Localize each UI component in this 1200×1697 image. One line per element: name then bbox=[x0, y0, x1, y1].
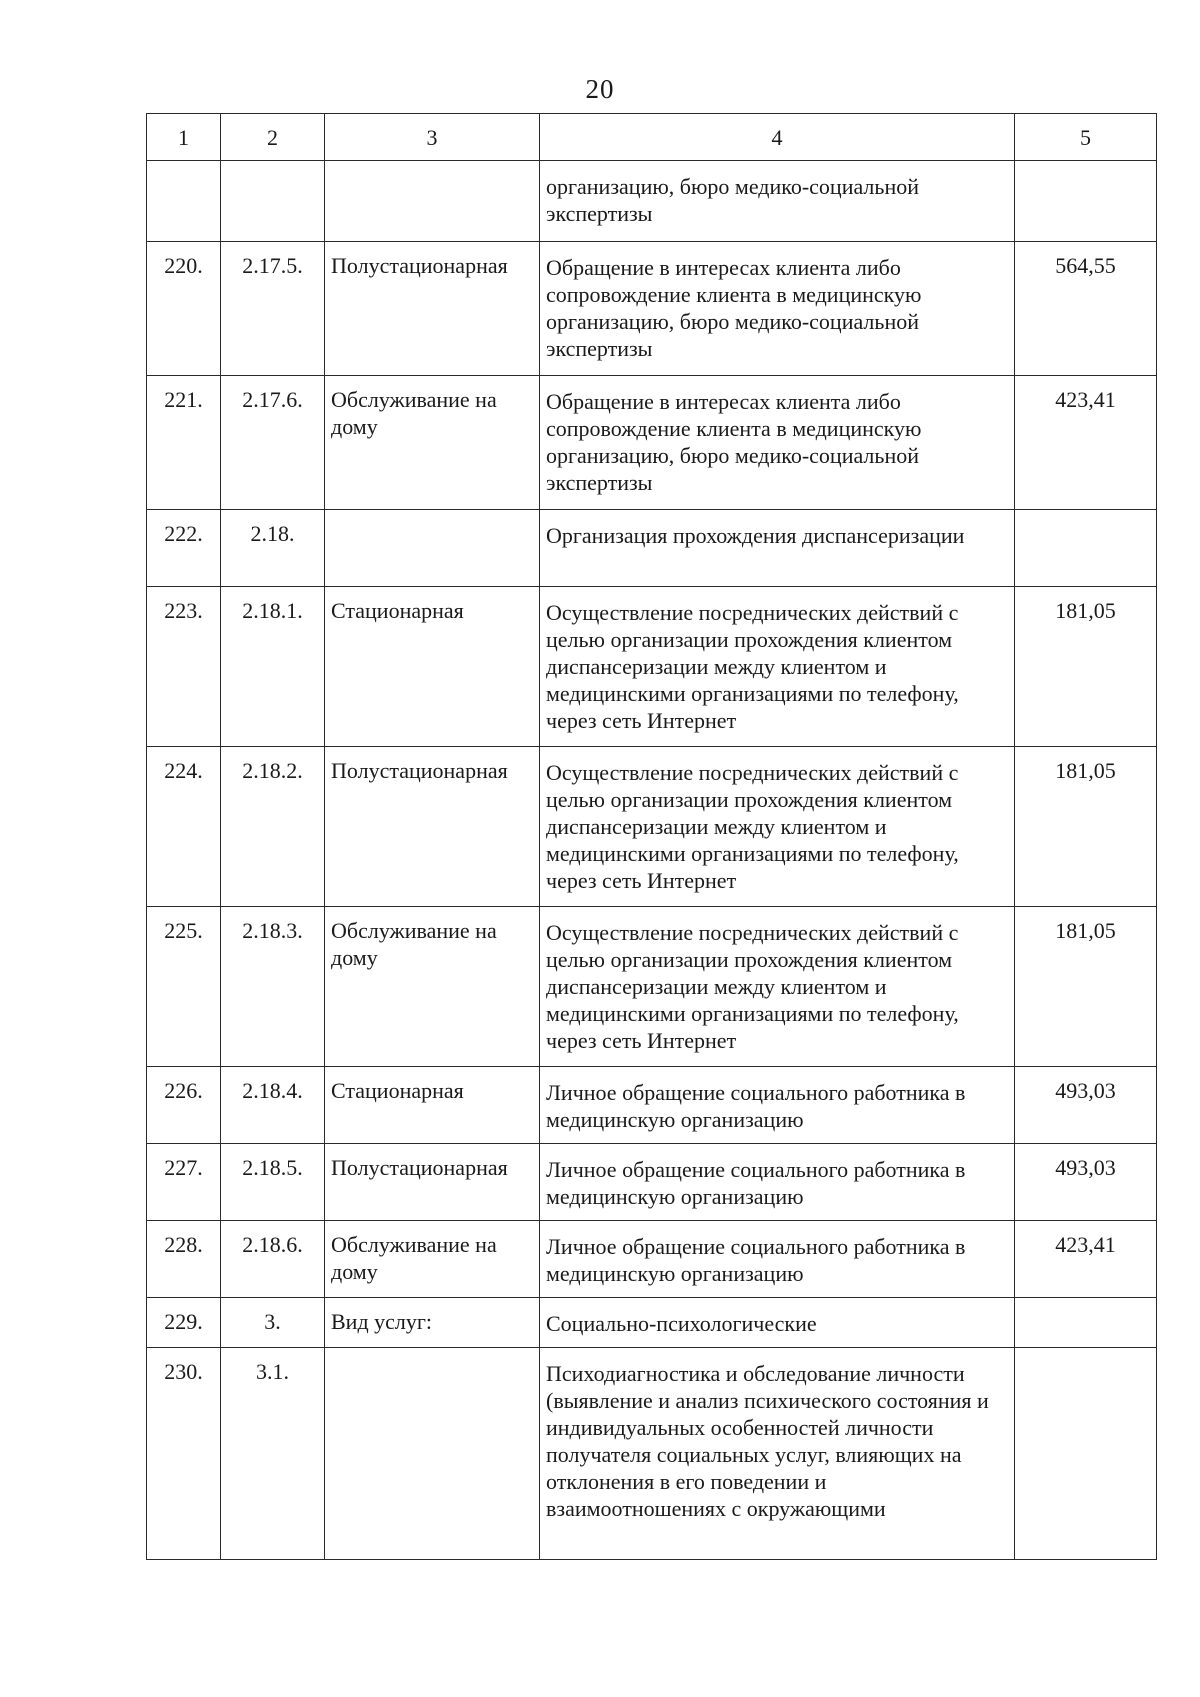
page-number: 20 bbox=[585, 74, 615, 104]
service-form-cell: Обслуживание на дому bbox=[325, 376, 540, 510]
service-form-cell: Обслуживание на дому bbox=[325, 1221, 540, 1298]
service-description-cell: Осуществление посреднических действий с целью организации прохождения клиентом диспансеризации между клиентом и медицинскими организациями по телефону, через сеть Интернет bbox=[540, 587, 1015, 747]
table-row bbox=[147, 1298, 1157, 1348]
service-code-cell: 2.18.3. bbox=[221, 907, 325, 1067]
table-row bbox=[147, 907, 1157, 1067]
table-row bbox=[147, 242, 1157, 376]
column-header: 4 bbox=[540, 114, 1015, 161]
price-cell bbox=[1015, 510, 1157, 587]
service-code-cell: 3.1. bbox=[221, 1348, 325, 1560]
price-cell: 181,05 bbox=[1015, 907, 1157, 1067]
service-description-cell: Обращение в интересах клиента либо сопровождение клиента в медицинскую организацию, бюро медико-социальной экспертизы bbox=[540, 242, 1015, 376]
row-number-cell: 224. bbox=[147, 747, 221, 907]
service-description-cell: Осуществление посреднических действий с целью организации прохождения клиентом диспансеризации между клиентом и медицинскими организациями по телефону, через сеть Интернет bbox=[540, 907, 1015, 1067]
price-cell: 493,03 bbox=[1015, 1144, 1157, 1221]
service-code-cell: 2.17.5. bbox=[221, 242, 325, 376]
service-description-cell: Обращение в интересах клиента либо сопровождение клиента в медицинскую организацию, бюро медико-социальной экспертизы bbox=[540, 376, 1015, 510]
service-form-cell: Полустационарная bbox=[325, 747, 540, 907]
column-header: 5 bbox=[1015, 114, 1157, 161]
column-header: 3 bbox=[325, 114, 540, 161]
price-cell bbox=[1015, 1348, 1157, 1560]
price-cell: 181,05 bbox=[1015, 747, 1157, 907]
row-number-cell: 221. bbox=[147, 376, 221, 510]
service-description-cell: Социально-психологические bbox=[540, 1298, 1015, 1348]
price-cell: 181,05 bbox=[1015, 587, 1157, 747]
row-number-cell: 227. bbox=[147, 1144, 221, 1221]
row-number-cell: 225. bbox=[147, 907, 221, 1067]
row-number-cell: 228. bbox=[147, 1221, 221, 1298]
price-cell bbox=[1015, 1298, 1157, 1348]
service-code-cell: 2.18. bbox=[221, 510, 325, 587]
service-description-cell: Осуществление посреднических действий с целью организации прохождения клиентом диспансеризации между клиентом и медицинскими организациями по телефону, через сеть Интернет bbox=[540, 747, 1015, 907]
row-number-cell: 230. bbox=[147, 1348, 221, 1560]
service-description-cell: Психодиагностика и обследование личности (выявление и анализ психического состояния и индивидуальных особенностей личности получателя социальных услуг, влияющих на отклонения в его поведении и взаимоотношениях с окружающими bbox=[540, 1348, 1015, 1560]
service-code-cell: 2.18.2. bbox=[221, 747, 325, 907]
row-number-cell: 229. bbox=[147, 1298, 221, 1348]
table-row bbox=[147, 161, 1157, 242]
service-code-cell: 2.18.6. bbox=[221, 1221, 325, 1298]
table-row bbox=[147, 1144, 1157, 1221]
row-number-cell: 222. bbox=[147, 510, 221, 587]
service-code-cell: 2.18.4. bbox=[221, 1067, 325, 1144]
service-code-cell: 2.18.1. bbox=[221, 587, 325, 747]
price-cell bbox=[1015, 161, 1157, 242]
row-number-cell: 220. bbox=[147, 242, 221, 376]
service-form-cell: Вид услуг: bbox=[325, 1298, 540, 1348]
table-row bbox=[147, 376, 1157, 510]
service-description-cell: Личное обращение социального работника в медицинскую организацию bbox=[540, 1221, 1015, 1298]
service-description-cell: Организация прохождения диспансеризации bbox=[540, 510, 1015, 587]
column-header: 2 bbox=[221, 114, 325, 161]
price-cell: 423,41 bbox=[1015, 1221, 1157, 1298]
service-code-cell: 2.18.5. bbox=[221, 1144, 325, 1221]
table-row bbox=[147, 587, 1157, 747]
service-description-cell: Личное обращение социального работника в медицинскую организацию bbox=[540, 1144, 1015, 1221]
table-row bbox=[147, 510, 1157, 587]
service-description-cell: Личное обращение социального работника в медицинскую организацию bbox=[540, 1067, 1015, 1144]
column-header: 1 bbox=[147, 114, 221, 161]
service-code-cell: 3. bbox=[221, 1298, 325, 1348]
table-row bbox=[147, 1221, 1157, 1298]
service-form-cell bbox=[325, 161, 540, 242]
price-cell: 564,55 bbox=[1015, 242, 1157, 376]
row-number-cell bbox=[147, 161, 221, 242]
service-form-cell: Полустационарная bbox=[325, 1144, 540, 1221]
service-code-cell bbox=[221, 161, 325, 242]
table-row bbox=[147, 1067, 1157, 1144]
service-form-cell: Полустационарная bbox=[325, 242, 540, 376]
service-form-cell: Обслуживание на дому bbox=[325, 907, 540, 1067]
service-form-cell: Стационарная bbox=[325, 1067, 540, 1144]
service-description-cell: организацию, бюро медико-социальной экспертизы bbox=[540, 161, 1015, 242]
service-form-cell bbox=[325, 1348, 540, 1560]
table-row bbox=[147, 1348, 1157, 1560]
service-form-cell bbox=[325, 510, 540, 587]
service-form-cell: Стационарная bbox=[325, 587, 540, 747]
service-code-cell: 2.17.6. bbox=[221, 376, 325, 510]
row-number-cell: 226. bbox=[147, 1067, 221, 1144]
row-number-cell: 223. bbox=[147, 587, 221, 747]
tariff-table bbox=[146, 113, 1157, 1560]
price-cell: 423,41 bbox=[1015, 376, 1157, 510]
price-cell: 493,03 bbox=[1015, 1067, 1157, 1144]
table-row bbox=[147, 747, 1157, 907]
table-header-row bbox=[147, 114, 1157, 161]
